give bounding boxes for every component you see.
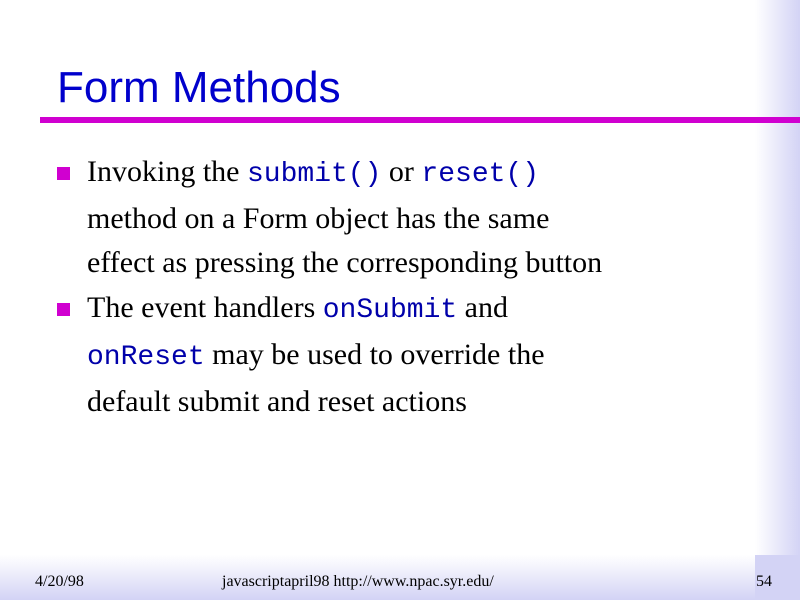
- square-bullet-icon: [57, 167, 70, 180]
- bullet-line: [87, 150, 717, 197]
- slide-shadow-right: [755, 0, 800, 600]
- text-run: Invoking the: [87, 155, 247, 188]
- title-underline-rule: [40, 117, 800, 123]
- bullet-line: [87, 333, 717, 380]
- code-onreset: onReset: [87, 342, 205, 373]
- text-run: or: [381, 155, 422, 188]
- bullet-text: [87, 286, 717, 424]
- bullet-line: [87, 241, 717, 285]
- text-run: method on a Form object has the same: [87, 202, 550, 235]
- code-reset: reset(): [421, 159, 540, 190]
- text-run: The event handlers: [87, 291, 323, 324]
- text-run: effect as pressing the corresponding button: [87, 246, 603, 279]
- slide-title: Form Methods: [57, 63, 341, 112]
- text-run: may be used to override the: [204, 338, 545, 371]
- bullet-line: [87, 380, 717, 424]
- bullet-line: [87, 286, 717, 333]
- footer-date: 4/20/98: [35, 573, 84, 590]
- bullet-line: [87, 197, 717, 241]
- text-run: and: [457, 291, 508, 324]
- bullet-text: [87, 150, 717, 285]
- code-onsubmit: onSubmit: [322, 295, 458, 326]
- square-bullet-icon: [57, 303, 70, 316]
- footer-page-number: 54: [756, 573, 772, 590]
- footer-source: javascriptapril98 http://www.npac.syr.edu/: [222, 573, 494, 590]
- text-run: default submit and reset actions: [87, 385, 467, 418]
- code-submit: submit(): [246, 159, 382, 190]
